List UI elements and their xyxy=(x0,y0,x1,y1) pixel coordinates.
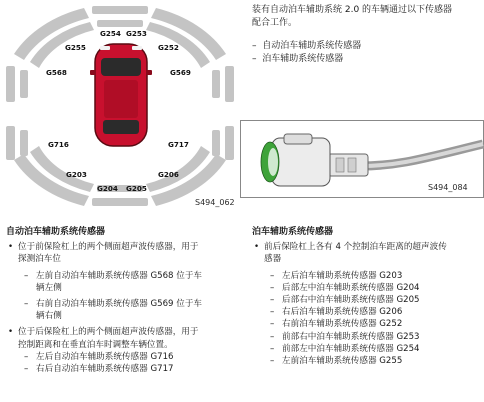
label-g569: G569 xyxy=(170,68,191,77)
sub-item: – 前部右中泊车辅助系统传感器 G253 xyxy=(252,331,480,343)
label-g252: G252 xyxy=(158,43,179,52)
label-g206: G206 xyxy=(158,170,179,179)
bullet-item: • 位于前保险杠上的两个侧面超声波传感器，用于 探测泊车位 xyxy=(6,241,242,265)
sub-item: – 右前自动泊车辅助系统传感器 G569 位于车 辆右侧 xyxy=(6,298,242,322)
label-g255: G255 xyxy=(65,43,86,52)
sub-item: – 左前自动泊车辅助系统传感器 G568 位于车 辆左侧 xyxy=(6,270,242,294)
label-g716: G716 xyxy=(48,140,69,149)
intro-line-2: 配合工作。 xyxy=(252,18,298,28)
sub-item: – 右前泊车辅助系统传感器 G252 xyxy=(252,318,480,330)
bullet-item: • 前后保险杠上各有 4 个控制泊车距离的超声波传 感器 xyxy=(252,241,480,265)
sub-item: – 左后自动泊车辅助系统传感器 G716 xyxy=(6,351,242,363)
label-g204: G204 xyxy=(97,184,118,193)
sub-item: – 前部左中泊车辅助系统传感器 G254 xyxy=(252,343,480,355)
label-g203: G203 xyxy=(66,170,87,179)
intro-text xyxy=(252,4,452,30)
label-g568: G568 xyxy=(46,68,67,77)
sub-item: – 右后自动泊车辅助系统传感器 G717 xyxy=(6,363,242,375)
car-top-view xyxy=(90,44,152,146)
label-g205: G205 xyxy=(126,184,147,193)
sub-item: – 后部左中泊车辅助系统传感器 G204 xyxy=(252,282,480,294)
left-figure-caption: S494_062 xyxy=(195,198,235,207)
intro-line-1: 装有自动泊车辅助系统 2.0 的车辆通过以下传感器 xyxy=(252,5,453,15)
right-figure-caption: S494_084 xyxy=(428,183,468,192)
intro-list-item: – 自动泊车辅助系统传感器 xyxy=(252,41,362,51)
label-g253: G253 xyxy=(126,29,147,38)
left-text-column xyxy=(6,226,242,375)
left-column-heading: 自动泊车辅助系统传感器 xyxy=(6,227,106,237)
sub-item: – 左前泊车辅助系统传感器 G255 xyxy=(252,355,480,367)
right-text-column xyxy=(252,226,480,367)
sensor-layout-figure xyxy=(0,0,240,212)
label-g254: G254 xyxy=(100,29,121,38)
bullet-item: • 位于后保险杠上的两个侧面超声波传感器，用于 控制距离和在垂直泊车时调整车辆位置。 xyxy=(6,326,242,350)
sub-item: – 左后泊车辅助系统传感器 G203 xyxy=(252,270,480,282)
sub-item: – 右后泊车辅助系统传感器 G206 xyxy=(252,306,480,318)
sensor-layout-svg xyxy=(0,0,240,212)
intro-list-item: – 泊车辅助系统传感器 xyxy=(252,54,344,64)
intro-list xyxy=(252,40,361,66)
label-g717: G717 xyxy=(168,140,189,149)
right-column-heading: 泊车辅助系统传感器 xyxy=(252,227,334,237)
sub-item: – 后部右中泊车辅助系统传感器 G205 xyxy=(252,294,480,306)
